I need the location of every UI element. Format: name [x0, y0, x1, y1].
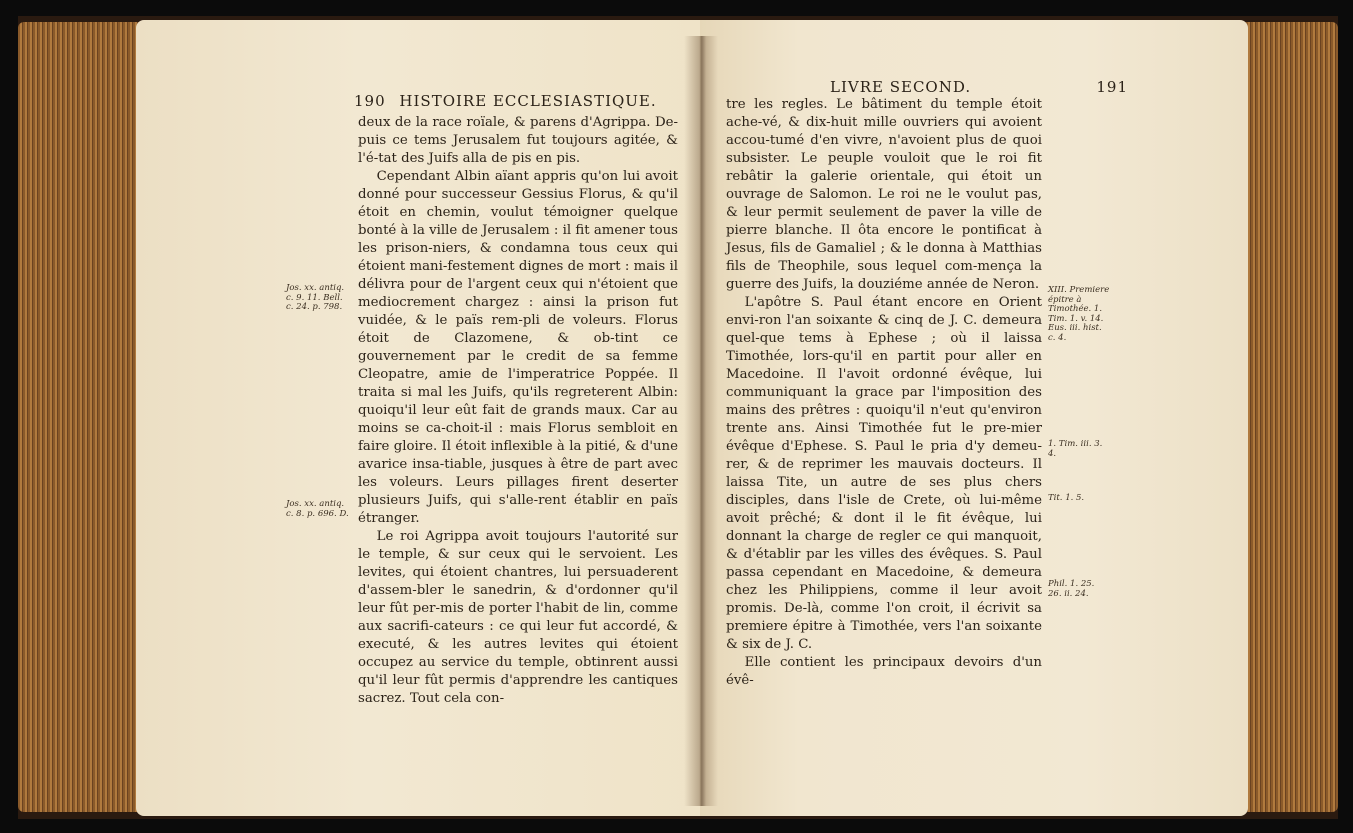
left-page-header — [354, 92, 657, 110]
right-page — [700, 20, 1248, 816]
left-page — [136, 20, 701, 816]
page-edges-left — [18, 22, 148, 812]
right-running-head: LIVRE SECOND. — [830, 78, 972, 96]
right-page-body — [726, 96, 1042, 690]
left-running-head: HISTOIRE ECCLESIASTIQUE. — [399, 92, 657, 110]
left-page-number: 190 — [354, 92, 386, 110]
paragraph: Elle contient les principaux devoirs d'un évê- — [726, 655, 1042, 688]
open-book — [18, 16, 1338, 819]
margin-note-5: Tit. 1. 5. — [1048, 493, 1085, 503]
margin-note-6: Phil. 1. 25. 26. ii. 24. — [1048, 579, 1095, 599]
paragraph: Cependant Albin aïant appris qu'on lui avoit donné pour successeur Gessius Florus, & qu'il étoit en chemin, voulut témoigner quelque bonté à la ville de Jerusalem : il fit amener tous les prison-niers, & condamna tous ceux qui étoient mani-festement dignes de mort : mais il délivra pour de l'argent ceux qui n'étoient que mediocrement chargez : ainsi la prison fut vuidée, & le païs rem-pli de voleurs. Florus étoit de Clazomene, & ob-tint ce gouvernement par le credit de sa femme Cleopatre, amie de l'imperatrice Poppée. Il traita si mal les Juifs, qu'ils regreterent Albin: quoiqu'il leur eût fait de grands maux. Car au moins se ca-choit-il : mais Florus sembloit en faire gloire. Il étoit inflexible à la pitié, & d'une avarice insa-tiable, jusques à être de part avec les voleurs. Leurs pillages firent deserter plusieurs Juifs, qui s'alle-rent établir en païs étranger. — [358, 169, 678, 526]
paragraph: deux de la race roïale, & parens d'Agrippa. De-puis ce tems Jerusalem fut toujours agitée, & l'é-tat des Juifs alla de pis en pis. — [358, 115, 678, 166]
paragraph: L'apôtre S. Paul étant encore en Orient envi-ron l'an soixante & cinq de J. C. demeura quel-que tems à Ephese ; où il laissa Timothée, lors-qu'il en partit pour aller en Macedoine. Il l'avoit ordonné évêque, lui communiquant la grace par l'imposition des mains des prêtres : quoiqu'il n'eut qu'environ trente ans. Ainsi Timothée fut le pre-mier évêque d'Ephese. S. Paul le pria d'y demeu-rer, & de reprimer les mauvais docteurs. Il laissa Tite, un autre de ses plus chers disciples, dans l'isle de Crete, où lui-même avoit prêché; & dont il le fit évêque, lui donnant la charge de regler ce qui manquoit, & d'établir par les villes des évêques. S. Paul passa cependant en Macedoine, & demeura chez les Philippiens, comme il leur avoit promis. De-là, comme l'on croit, il écrivit sa premiere épitre à Timothée, vers l'an soixante & six de J. C. — [726, 295, 1042, 652]
book-gutter — [684, 36, 718, 806]
margin-note-4: 1. Tim. iii. 3. 4. — [1048, 439, 1103, 459]
margin-note-1: Jos. xx. antiq. c. 9. 11. Bell. c. 24. p. 798. — [286, 283, 345, 312]
right-page-number: 191 — [1096, 78, 1128, 96]
margin-note-3: XIII. Premiere épitre à Timothée. 1. Tim. 1. v. 14. Eus. iii. hist. c. 4. — [1048, 285, 1110, 343]
paragraph: tre les regles. Le bâtiment du temple étoit ache-vé, & dix-huit mille ouvriers qui avoient accou-tumé d'en vivre, n'avoient plus de quoi subsister. Le peuple vouloit que le roi fit rebâtir la galerie orientale, qui étoit un ouvrage de Salomon. Le roi ne le voulut pas, & leur permit seulement de paver la ville de pierre blanche. Il ôta encore le pontificat à Jesus, fils de Gamaliel ; & le donna à Matthias fils de Theophile, sous lequel com-mença la guerre des Juifs, la douziéme année de Neron. — [726, 97, 1042, 292]
left-page-body — [358, 114, 678, 708]
margin-note-2: Jos. xx. antiq. c. 8. p. 696. D. — [286, 499, 349, 519]
paragraph: Le roi Agrippa avoit toujours l'autorité sur le temple, & sur ceux qui le servoient. Les levites, qui étoient chantres, lui persuaderent d'assem-bler le sanedrin, & d'ordonner qu'il leur fût per-mis de porter l'habit de lin, comme aux sacrifi-cateurs : ce qui leur fut accordé, & executé, & les autres levites qui étoient occupez au service du temple, obtinrent aussi qu'il leur fût permis d'apprendre les cantiques sacrez. Tout cela con- — [358, 529, 678, 706]
right-page-header — [808, 78, 1128, 96]
